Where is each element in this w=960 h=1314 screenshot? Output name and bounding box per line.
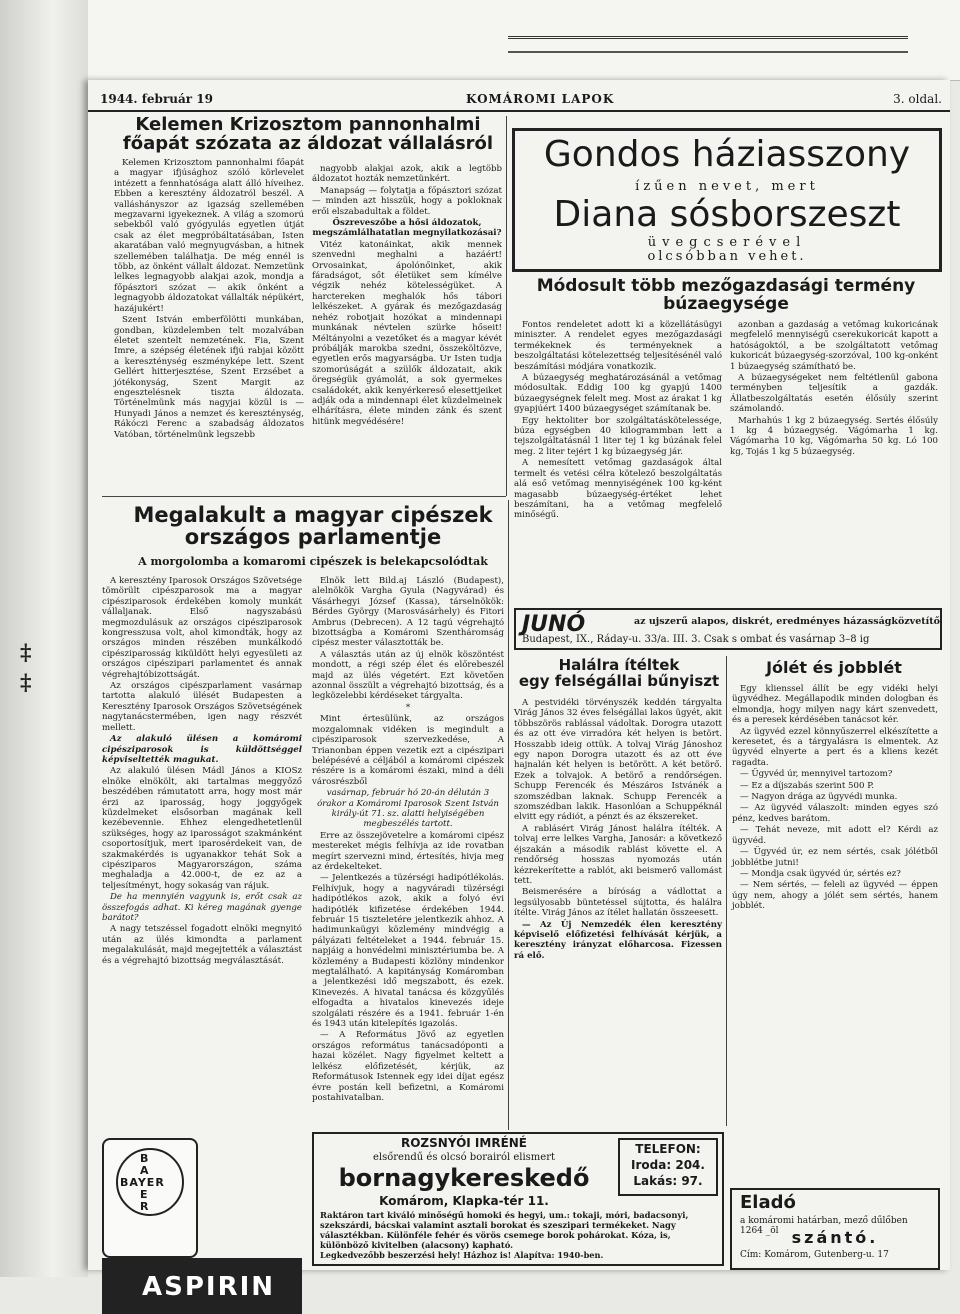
- ad-headline: bornagykereskedő: [338, 1164, 590, 1192]
- paragraph: Manapság — folytatja a főpásztori szózat — minden azt hisszük, hogy a pokloknak erői elszabadultak a földet.: [312, 185, 502, 217]
- paragraph: Egy klienssel állít be egy vidéki helyi ügyvédhez. Megállapodik minden dologban és elmondja, hogy milyen nagy kárt szenvedett, és a peresek kérdésében tanácsot kér.: [732, 684, 938, 726]
- ad-name: ROZSNYÓI IMRÉNÉ: [400, 1136, 528, 1150]
- paragraph: Egy hektoliter bor szolgáltatáskötelessége, búza egységben 40 kilogrammban lett a tejszolgáltatásnál 1 liter tej 1 kg búzának felel meg. 2 liter tejért 1 kg búzaegység jár.: [514, 415, 722, 457]
- paragraph: Az ügyvéd ezzel könnyűszerrel elkészítette a keresetet, és a tárgyalásra is elmentek. Az ügyvéd elnyerte a pert és a kliens kezét ragadta.: [732, 726, 938, 768]
- edge-mark: ‡: [20, 670, 32, 696]
- paragraph: Vitéz katonáinkat, akik mennek szenvedni meghalni a hazáért! Orvosainkat, ápolónőinket, akik fáradságot, sőt életüket sem kímélve végzik nehéz kötelességüket. A harctereken meghalók hős tábori lelkészeket. A gyárak és mezőgazdaság nehéz robotjait hozókat a mindennapi munkának névtelen szürke hőseit! Méltányolni a vezetőket és a magyar kévét próbálják marokba szedni, összeköltözve, egyetlen erős magyarságba. Ur Isten tudja szomorúságát a szülők áldozatait, akik öregségük gyámolát, a sok gyermekes családokét, akik kenyérkereső elesettjeiket adják oda a mindennapi élet küzdelmeinek elhárításra, élete minden zánk és szent hitünk megvédésére!: [312, 239, 502, 427]
- column-divider: [506, 116, 507, 496]
- ad-brand: JUNÓ: [522, 612, 586, 637]
- article-title: Jólét és jobblét: [766, 658, 902, 677]
- juno-advertisement: [514, 608, 942, 650]
- paragraph: vasárnap, február hó 20-án délután 3 órakor a Komáromi Iparosok Szent István király-út 71. sz. alatti helyiségében megbeszélés tartott.: [317, 788, 499, 830]
- paragraph: — Tehát neveze, mit adott el? Kérdi az ügyvéd.: [732, 825, 938, 846]
- article-title: [514, 278, 938, 314]
- paragraph: A nagy tetszéssel fogadott elnöki megnyitó után az ülés kimondta a parlament megalakulását, majd megejtették a választást és a végrehajtó bizottság megválasztását.: [102, 924, 302, 966]
- paragraph: A pestvidéki törvényszék keddén tárgyalta Virág János 32 éves felségállai lakos ügyét, akit többszörös rablással vádoltak. Dorogra utazott és az ott éve virradóra két helyen is betört. Hosszabb ideig ottük. A tolvaj Virág Jánoshoz egy napon Dorogra utazott és az ott éve hajnalán két helyen is betörött. A két betörő. Ezek a tolvajok. A betörő a rendőrségen. Schupp Ferencék és Mészáros Istvánék a szomszédban laknak. Schupp Ferencék a szomszédban lakik. Hasonlóan a Schuppéknál elvitt egy rádiót, a pénzt és az ékszereket.: [514, 698, 722, 823]
- article-title: [512, 658, 726, 690]
- article-column: [514, 698, 722, 1128]
- paragraph: Kelemen Krizosztom pannonhalmi főapát a magyar ifjúsághoz szóló körlevelet intézett a fennhatósága alatt álló híveihez. Ebben a keresztény áldozatról beszél. A valláshányszor az igazság szellemében megzavarni igyekeznek. A világ a szomorú sebekből való gyógyulás egyetlen útját csak az élet megpróbáltatásában, Isten akaratában való megnyugvásban, a hitnek szellemében találhatja. De még ennél is több, az önként vállalt áldozat. Nemzetünk lelkes legnagyobb alakjai azok, mondja a főpásztori szózat — akik önként a legnagyobb áldozatokat vállalták népükért, hazájukért!: [114, 158, 304, 314]
- logo-word: BAYER: [120, 1176, 165, 1189]
- telephone-office: Iroda: 204.: [631, 1158, 705, 1172]
- paragraph: Az országos cipészparlament vasárnap tartotta alakuló ülését Budapesten a Keresztény Iparosok Országos Szövetségének nagytanácstermében, igen nagy részvét mellett.: [102, 681, 302, 733]
- article-column: [114, 158, 304, 488]
- title-line: Halálra ítéltek: [558, 656, 680, 674]
- newspaper-title: KOMÁROMI LAPOK: [466, 92, 615, 106]
- title-line: Módosult több mezőgazdasági termény: [536, 276, 916, 296]
- ad-headline: Gondos háziasszony: [543, 134, 911, 175]
- article-column: [730, 320, 938, 610]
- paragraph: — A Református Jövő az egyetlen országos református tanácsadóponti a hazai közélet. Nagy figyelmet keltett a lelkész előfizetését, kérjük, az Reformátusok Istennek egy idei díjat egész évre postán kell befizetni, a Komáromi postahivatalban.: [312, 1030, 504, 1103]
- paragraph: A keresztény Iparosok Országos Szövetsége tömörült cipészparosok ma a magyar cipésziparosok érdekében komoly munkát vállaljanak. Első nagyszabású megmozdulásuk az országos cipésziparosok kongresszusa volt, ahol kimondták, hogy az országos minden részében munkálkodó cipésziparosság kiküldött helyi egyesületi az országos cipészipari parlamentet és annak végrehajtóbizottságát.: [102, 576, 302, 680]
- bayer-cross-logo: [116, 1148, 184, 1216]
- logo-letter: E: [140, 1188, 148, 1201]
- ad-footer: Legkedvezőbb beszerzési hely! Házhoz is! Alapítva: 1940-ben.: [320, 1250, 604, 1260]
- title-line: egy felségállai bűnyiszt: [518, 671, 720, 690]
- left-page-edge: [0, 0, 88, 1277]
- telephone-box: [618, 1138, 718, 1196]
- diana-advertisement: [512, 128, 942, 272]
- ad-product-name: Diana sósborszeszt: [553, 194, 901, 235]
- paragraph: — Nem sértés, — feleli az ügyvéd — éppen úgy nem, ahogy a jólét sem sértés, hanem jobblét.: [732, 880, 938, 912]
- paragraph: Mint értesülünk, az országos mozgalomnak vidéken is megindult a cipésziparosok szervezkedése, A Trianonban éppen vezetik ezt a cipészipari belépésévé a céljából a komáromi cipészek részére is a komáromi északi, mind a déli városrészből: [312, 714, 504, 787]
- top-paper-band: [88, 0, 960, 81]
- paragraph: Beismerésére a bíróság a vádlottat a legsúlyosabb büntetéssel sújtotta, és halálra ítélte. Virág János az ítélet hallatán összeesett.: [514, 887, 722, 919]
- paragraph: A búzaegységeket nem feltétlenül gabona terményben teljesítik a gazdák. Állatbeszolgáltatás esetén élősúly szerint számolandó.: [730, 373, 938, 415]
- newspaper-page: [88, 80, 950, 1302]
- article-column: [732, 684, 938, 1054]
- paragraph: Szent István emberfölötti munkában, gondban, küzdelemben telt mozalvában életet szentelt nemzetének. Fia, Szent Imre, a szépség életének ifjú rabjai között a kereszténység eszményképe lett. Szent Gellért hitterjesztése, Szent Erzsébet a jótékonyság, Szent Margit az engesztelésnek tiszta áldozata. Történelmünk más nagyjai közül is — Hunyadi János a nemzet és kereszténység, Rákóczi Ferenc a szabadság áldozatos Vatóban, történelmünk legszebb: [114, 315, 304, 440]
- paragraph: — Nagyon drága az ügyvédi munka.: [740, 792, 898, 803]
- paragraph: — Ez a díjszabás szerint 500 P.: [740, 780, 874, 791]
- aspirin-word: ASPIRIN: [142, 1272, 276, 1302]
- bayer-aspirin-advertisement: [102, 1138, 198, 1258]
- ad-line: üvegcserével: [647, 235, 807, 250]
- paragraph: azonban a gazdaság a vetőmag kukoricának megfelelő mennyiségű cserekukoricát kapott a hatóságoktól, a be szolgáltatott vetőmag kukoricát búzaegység-szorzóval, 100 kg-onként 1 búzaegység számítható be.: [730, 320, 938, 372]
- article-column: [102, 576, 302, 1126]
- paragraph: — Mondja csak ügyvéd úr, sértés ez?: [740, 868, 901, 879]
- ad-line: olcsóbban vehet.: [647, 249, 807, 264]
- article-column: [312, 576, 504, 1136]
- logo-letter: B: [140, 1152, 149, 1165]
- ad-address: Budapest, IX., Ráday-u. 33/a. III. 3. Csak s ombat és vasárnap 3–8 ig: [522, 634, 870, 645]
- aspirin-banner: [102, 1258, 302, 1314]
- paragraph: A búzaegység meghatározásánál a vetőmag módosultak. Eddig 100 kg gyapjú 1400 búzaegységnek felelt meg. Most az árakat 1 kg gyapjúért 1400 búzaegységet számítanak be.: [514, 373, 722, 415]
- article-column: [312, 164, 502, 494]
- telephone-home: Lakás: 97.: [633, 1174, 703, 1188]
- paragraph: — Az Új Nemzedék élen keresztény képviselő előfizetési felhívását kérjük, a keresztény irányzat előharcosa. Fizessen rá elő.: [514, 919, 722, 961]
- issue-date: 1944. február 19: [100, 92, 213, 106]
- ad-line: ízűen nevet, mert: [635, 179, 819, 194]
- paragraph: — Ügyvéd úr, ez nem sértés, csak jólétből jobblétbe jutni!: [732, 847, 938, 868]
- ad-line: elsőrendű és olcsó borairól elismert: [373, 1152, 555, 1163]
- ad-price: szántó.: [791, 1228, 879, 1247]
- page-header: [88, 92, 950, 112]
- logo-letter: A: [140, 1164, 149, 1177]
- paragraph: nagyobb alakjai azok, akik a legtöbb áldozatot hozták nemzetünkért.: [312, 164, 502, 185]
- column-divider: [726, 656, 727, 1126]
- column-divider: [508, 500, 509, 1130]
- page-number: 3. oldal.: [893, 92, 942, 106]
- edge-mark: ‡: [20, 640, 32, 666]
- paragraph: A választás után az új elnök köszöntést mondott, a régi szép élet és előrebeszél majd az ülés végetért. Ezt követően azonnal összült a végrehajtó bizottság, és a legközelebbi kérdéseket tárgyalta.: [312, 649, 504, 702]
- paragraph: Az alakuló ülésen a komáromi cipésziparosok is küldöttséggel képviseltették magukat.: [102, 734, 302, 765]
- paragraph: Őszreveszőbe a hősi áldozatok, megszámlálhatatlan megnyilatkozásai?: [312, 218, 502, 239]
- separator: *: [405, 702, 411, 713]
- paragraph: — Ügyvéd úr, mennyivel tartozom?: [740, 769, 893, 780]
- article-title: Kelemen Krizosztom pannonhalmi főapát szózata az áldozat vállalásról: [122, 114, 494, 154]
- paragraph: De ha mennyién vagyunk is, erőt csak az összefogás adhat. Ki kéreg magának gyenge barátot?: [102, 892, 302, 923]
- paragraph: Fontos rendeletet adott ki a közellátásügyi miniszter. A rendelet egyes mezőgazdasági termékeknek és terményeknek a beszolgáltatási kötelezettség teljesítésénél való beszámítási módjára vonatkozik.: [514, 320, 722, 372]
- paragraph: A rablásért Virág Jánost halálra ítélték. A tolvaj erre lelkes Vargha, Janosár: a következő éjszakán a második rablást követte el. A rendőrség hosszas nyomozás után kézrekerítette a rablót, aki beismerő vallomást tett.: [514, 823, 722, 886]
- ad-body: a komáromi határban, mező dűlőben 1264 _öl: [740, 1216, 908, 1236]
- title-line: búzaegysége: [663, 293, 789, 314]
- paragraph: — Jelentkezés a tüzérségi hadipótlékolás. Felhívjuk, hogy a nagyváradi tüzérségi hadipótlékos azok, akik a folyó évi hadipótlék kifizetése érdekében 1944. február 15 tiszteletére jelentkezik ahhoz. A hadimunkaügyi közlemény mindvégig a pályázati feltételeket a 1944. február 15. napjáig a honvédelmi minisztériumba be. A közlemény a Budapesti közlöny mindenkor megtalálható. A kapitányság Komáromban a jelentkezési idő megszabott, és ezek. Kinevezés. A hivatal tanácsa és közgyűlés elfogadta a hivatalos kinevezés ideje szolgálati részére és a 1941. február 1-én és 1943 után kitelepítés igazolás.: [312, 873, 504, 1030]
- paragraph: — Az ügyvéd válaszolt: minden egyes szó pénz, kedves barátom.: [732, 803, 938, 824]
- article-column: [514, 320, 722, 610]
- title-line: Megalakult a magyar cipészek: [133, 503, 493, 527]
- ad-address: Cím: Komárom, Gutenberg-u. 17: [740, 1250, 889, 1260]
- article-subtitle: A morgolomba a komaromi cipészek is belekapcsolódtak: [138, 555, 488, 568]
- paragraph: Elnök lett Bild.aj László (Budapest), alelnökök Vargha Gyula (Nagyvárad) és Vásárhegyi József (Kassa), társelnökök: Bérdes György (Marosvásárhely) és Fitori Ambrus (Debrecen). A 12 tagú végrehajtó bizottságba a Komáromi Szentháromság cipész mester választották be.: [312, 576, 504, 649]
- paragraph: A nemesített vetőmag gazdaságok által termelt és vetési célra kötelező beszolgáltatás alá eső vetőmag mennyiségének 100 kg-ként magasabb búzaegység-értéket lehet beszámítani, ha a vetőmag megfelelő minőségű.: [514, 458, 722, 521]
- title-line: országos parlamentje: [184, 525, 442, 550]
- section-divider: [102, 496, 506, 497]
- logo-letter: R: [140, 1200, 149, 1213]
- telephone-title: TELEFON:: [635, 1142, 701, 1156]
- paragraph: Az alakuló ülésen Mádl János a KIOSz elnöke elnökölt, aki tartalmas meggyőző beszédében rámutatott arra, hogy most már érzi az iparosság, hogy joggyőgek küzdelmeket elsősorban magának kell kezébevennie. Ehhez elengedhetetlenül szükséges, hogy az iparosságot szakmánként csoportosítjuk, mert iparosérdekeit van, de szakmakérdés is ugyanakkor tehát Sok a cipésziparos Magyarországon, száma meghaladja a 42.000-t, de ez az a teljesítményt, hogy sokaság van rájuk.: [102, 766, 302, 891]
- for-sale-advertisement: [730, 1188, 940, 1270]
- paragraph: Marhahús 1 kg 2 búzaegység. Sertés élősúly 1 kg 4 búzaegység. Vágómarha 1 kg. Vágómarha 10 kg, Vágómarha 50 kg. Ló 100 kg, Tojás 1 kg 5 búzaegység.: [730, 415, 938, 457]
- paragraph: Erre az összejövetelre a komáromi cipész mestereket mégis felhívja az ide rovatban megírt szervezni mind, értesítés, hivja meg az érdekelteket.: [312, 830, 504, 872]
- article-title: [128, 504, 498, 548]
- ad-body: Raktáron tart kiváló minőségű homoki és hegyi, um.: tokaji, móri, badacsonyi, szekszárdi, bácskai valamint asztali borokat és szeszipari termékeket. Nagy választékban. Különféle fehér és vörös csemege borok pohárokat. Kóza, is, különböző kivitelben (alacsony) kapható.: [320, 1210, 689, 1250]
- ad-headline: Eladó: [740, 1192, 796, 1213]
- ad-address: Komárom, Klapka-tér 11.: [379, 1194, 549, 1208]
- ad-tagline: az ujszerű alapos, diskrét, eredményes házasságközvetítő: [634, 616, 940, 627]
